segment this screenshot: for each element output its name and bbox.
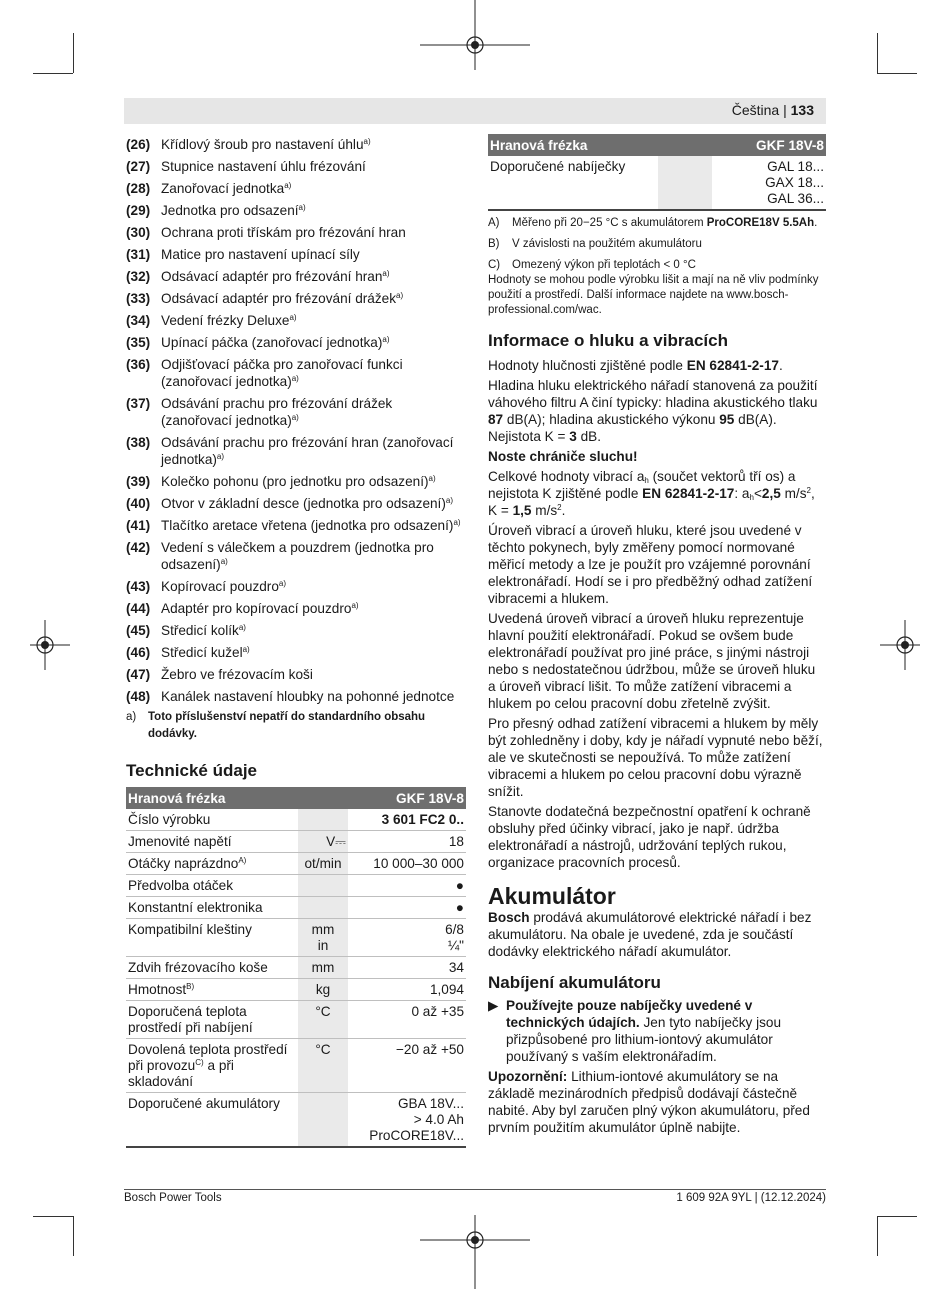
footer-left: Bosch Power Tools [124, 1192, 222, 1204]
items-footnote: a) Toto příslušenství nepatří do standardního obsahu dodávky. [126, 711, 426, 740]
list-item: (35) Upínací páčka (zanořovací jednotka)$^{a)}$ [126, 335, 390, 350]
table-row: Dovolená teplota prostředí při provozu$^{C)}$ a při skladování °C −20 až +50 [126, 1039, 466, 1093]
triangle-bullet-icon: ▶ [488, 998, 499, 1013]
list-item: (48) Kanálek nastavení hloubky na pohonné jednotce [126, 689, 455, 704]
table-row: Jmenovité napětí V⎓ 18 [126, 831, 466, 853]
table-row: Doporučená teplota prostředí při nabíjení °C 0 až +35 [126, 1001, 466, 1039]
footer-divider [124, 1189, 826, 1190]
tech-heading: Technické údaje [126, 761, 258, 780]
list-item: (30) Ochrana proti třískám pro frézování hran [126, 225, 406, 240]
table-row: Doporučené nabíječky GAL 18... GAX 18... GAL 36... [488, 156, 826, 210]
list-item: (42) Vedení s válečkem a pouzdrem (jednotka pro odsazení)$^{a)}$ [126, 540, 434, 572]
table-row: Předvolba otáček ● [126, 875, 466, 897]
bullet-dot: ● [348, 875, 466, 897]
header-language: Čeština [731, 102, 780, 118]
hearing-warning: Noste chrániče sluchu! [488, 449, 638, 464]
table-row: Hmotnost$^{B)}$ kg 1,094 [126, 979, 466, 1001]
list-item: (44) Adaptér pro kopírovací pouzdro$^{a)}$ [126, 601, 359, 616]
registration-mark-left [30, 620, 70, 670]
left-column [126, 136, 466, 1148]
list-item: (46) Středicí kužel$^{a)}$ [126, 645, 250, 660]
component-list [126, 136, 466, 705]
list-item: (36) Odjišťovací páčka pro zanořovací funkci (zanořovací jednotka)$^{a)}$ [126, 357, 403, 389]
list-item: (34) Vedení frézky Deluxe$^{a)}$ [126, 313, 297, 328]
list-item: (29) Jednotka pro odsazení$^{a)}$ [126, 203, 306, 218]
list-item: (43) Kopírovací pouzdro$^{a)}$ [126, 579, 287, 594]
registration-mark-bottom [420, 1215, 530, 1289]
list-item: (39) Kolečko pohonu (pro jednotku pro odsazení)$^{a)}$ [126, 474, 436, 489]
table-notes: A) Měřeno při 20−25 °C s akumulátorem ProCORE18V 5.5Ah. B) V závislosti na použitém akumulátoru C) Omezený výkon při teplotách < 0 °C Hodnoty se mohou podle výrobku lišit a mají na ně vliv podmínky použití a prostředí. Další informace najdete na www.bosch-professional.com/wac. [488, 217, 819, 316]
list-item: (45) Středicí kolík$^{a)}$ [126, 623, 246, 638]
table-row: Číslo výrobku 3 601 FC2 0.. [126, 809, 466, 831]
table-row: Kompatibilní kleštiny mm in 6/8 ¼" [126, 919, 466, 957]
table-row: Konstantní elektronika ● [126, 897, 466, 919]
charger-table: Hranová frézka GKF 18V-8 Doporučené nabíječky GAL 18... GAX 18... GAL 36... [488, 134, 826, 211]
list-item: (33) Odsávací adaptér pro frézování drážek$^{a)}$ [126, 291, 404, 306]
list-item: (47) Žebro ve frézovacím koši [126, 667, 313, 682]
registration-mark-right [880, 620, 920, 670]
noise-heading: Informace o hluku a vibracích [488, 331, 728, 350]
list-item: (27) Stupnice nastavení úhlu frézování [126, 159, 366, 174]
list-item: (40) Otvor v základní desce (jednotka pro odsazení)$^{a)}$ [126, 496, 453, 511]
page-number: 133 [790, 102, 814, 118]
list-item: (28) Zanořovací jednotka$^{a)}$ [126, 181, 292, 196]
tech-table [126, 787, 466, 1148]
list-item: (37) Odsávání prachu pro frézování drážek (zanořovací jednotka)$^{a)}$ [126, 396, 393, 428]
footer-right: 1 609 92A 9YL | (12.12.2024) [676, 1192, 826, 1204]
table-row: Doporučené akumulátory GBA 18V... > 4.0 Ah ProCORE18V... [126, 1093, 466, 1148]
table-row: Otáčky naprázdno$^{A)}$ ot/min 10 000–30 000 [126, 853, 466, 875]
list-item: (38) Odsávání prachu pro frézování hran (zanořovací jednotka)$^{a)}$ [126, 435, 454, 467]
list-item: (31) Matice pro nastavení upínací síly [126, 247, 360, 262]
table-row: Zdvih frézovacího koše mm 34 [126, 957, 466, 979]
bullet-dot: ● [348, 897, 466, 919]
charger-bullet: ▶ Používejte pouze nabíječky uvedené v technických údajích. Jen tyto nabíječky jsou přizpůsobené pro lithium-iontový akumulátor používaný s vaším elektronářadím. [488, 998, 782, 1064]
battery-heading: Akumulátor [488, 883, 616, 909]
tech-table-col1: Hranová frézka [126, 787, 348, 809]
tech-table-col2: GKF 18V-8 [348, 787, 466, 809]
charging-heading: Nabíjení akumulátoru [488, 973, 661, 992]
right-column: Hranová frézka GKF 18V-8 Doporučené nabíječky GAL 18... GAX 18... GAL 36... A) Měřeno při 20−25 °C s akumulátorem ProCORE18V 5.5Ah. B) V závislosti na použitém akumulátoru C) Omezený výkon při teplotách < 0 °C Hodnoty se mohou podle výrobku lišit a mají na ně vliv podmínky použití a prostředí. Další informace najdete na www.bosch-professional.com/wac. Informace o hluku a vibracích Hodnoty hlučnosti zjištěné podle EN 62841-2-17. Hladina hluku elektrického nářadí stanovená za použití váhového filtru A činí typicky: hladina akustického tlaku 87 dB(A); hladina akustického výkonu 95 dB(A). Nejistota K = 3 dB. Noste chrániče sluchu! Celkové hodnoty vibrací $a_h$ (součet vektorů tří os) a nejistota K zjištěné podle EN 62841-2-17: $a_h<2,5$ $m/s^2$, K = 1,5 $m/s^2$. Úroveň vibrací a úroveň hluku, které jsou uvedené v těchto pokynech, byly změřeny pomocí normované měřicí metody a lze je použít pro vzájemné porovnání elektronářadí. Hodí se i pro předběžný odhad zatížení vibracemi a hlukem. Uvedená úroveň vibrací a úroveň hluku reprezentuje hlavní použití elektronářadí. Pokud se ovšem bude elektronářadí používat pro jiné práce, s jinými nástroji nebo s nedostatečnou údržbou, může se úroveň hluku a úroveň vibrací lišit. To může zatížení vibracemi a hlukem po celou pracovní dobu zřetelně zvýšit. Pro přesný odhad zatížení vibracemi a hlukem by měly být zohledněny i doby, kdy je nářadí vypnuté nebo běží, ale ve skutečnosti se nepoužívá. To může zatížení vibracemi a hlukem po celou pracovní dobu výrazně snížit. Stanovte dodatečná bezpečnostní opatření k ochraně obsluhy před účinky vibrací, jako je např. údržba elektronářadí a nástrojů, udržování teplých rukou, organizace pracovních procesů. Akumulátor Bosch prodává akumulátorové elektrické nářadí i bez akumulátoru. Na obale je uvedené, zda je součástí dodávky elektrického nářadí akumulátor. Nabíjení akumulátoru ▶ Používejte pouze nabíječky uvedené v technických údajích. Jen tyto nabíječky jsou přizpůsobené pro lithium-iontový akumulátor používaný s vaším elektronářadím. Upozornění: Lithium-iontové akumulátory se na základě mezinárodních předpisů dodávají částečně nabité. Aby byl zaručen plný výkon akumulátoru, před prvním použitím akumulátor úplně nabijte. [488, 134, 826, 1139]
list-item: (41) Tlačítko aretace vřetena (jednotka pro odsazení)$^{a)}$ [126, 518, 461, 533]
page-header: Čeština | 133 [124, 98, 826, 124]
list-item: (26) Křídlový šroub pro nastavení úhlu$^{a)}$ [126, 137, 371, 152]
list-item: (32) Odsávací adaptér pro frézování hran$^{a)}$ [126, 269, 390, 284]
registration-mark-top [420, 0, 530, 70]
